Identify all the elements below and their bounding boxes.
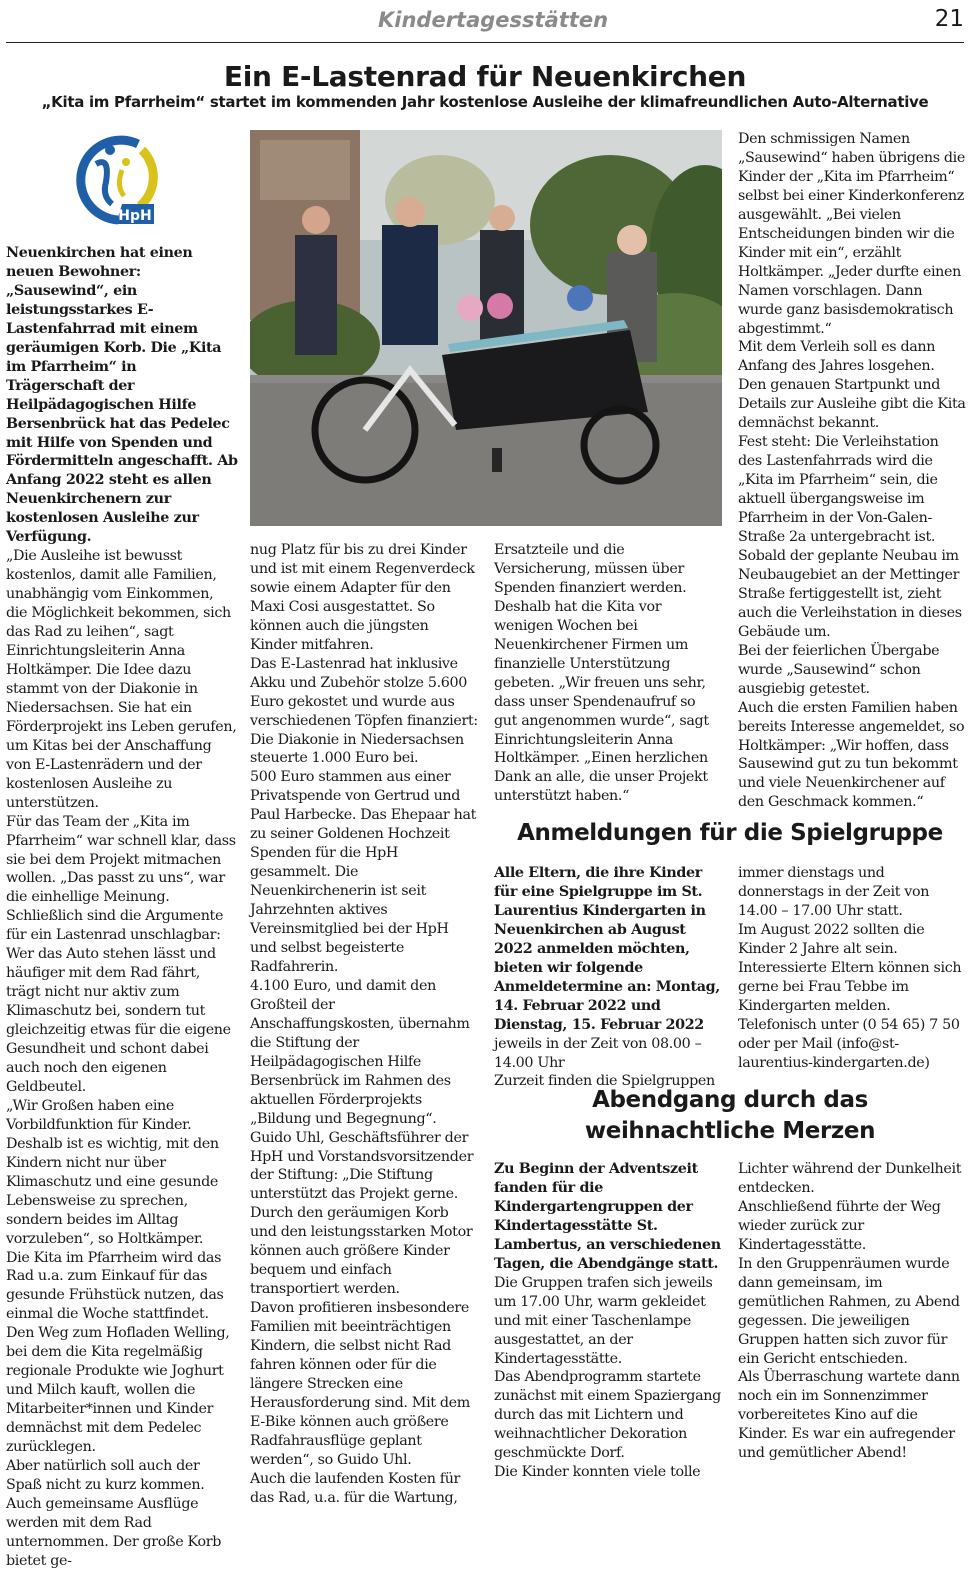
logo-text: HpH: [118, 208, 152, 224]
paragraph: 4.100 Euro, und damit den Großteil der Anschaffungskosten, übernahm die Stiftung der Heilpädagogischen Hilfe Bersenbrück im Rahmen des aktuellen Förderprojekts „Bildung und Begegnung“.: [250, 977, 470, 1127]
paragraph: Auch die ersten Familien haben bereits Interesse angemeldet, so Holtkämper: „Wir hoffen, dass Sausewind gut zu tun bekommt und viele Neuenkirchener auf den Geschmack kommen.“: [738, 699, 965, 811]
article-lead: Neuenkirchen hat einen neuen Bewohner: „Sausewind“, ein leistungsstarkes E-Lastenfahrrad mit einem geräumigen Korb. Die „Kita im Pfarrheim“ in Trägerschaft der Heilpädagogischen Hilfe Bersenbrück hat das Pedelec mit Hilfe von Spenden und Fördermitteln angeschafft. Ab Anfang 2022 steht es allen Neuenkirchenern zur kostenlosen Ausleihe zur Verfügung.: [6, 245, 238, 546]
paragraph: Telefonisch unter (0 54 65) 7 50 oder per Mail (info@st-laurentius-kindergarten.de): [738, 1016, 960, 1071]
paragraph: Bei der feierlichen Übergabe wurde „Sausewind“ schon ausgiebig getestet.: [738, 642, 940, 697]
article-column-3: [494, 541, 722, 806]
paragraph: Den schmissigen Namen „Sausewind“ haben übrigens die Kinder der „Kita im Pfarrheim“ selbst bei einer Kinderkonferenz ausgewählt. „Bei vielen Entscheidungen binden wir die Kinder mit ein“, erzählt Holtkämper. „Jeder durfte einen Namen vorschlagen. Dann wurde ganz basisdemokratisch abgestimmt.“: [738, 131, 966, 337]
abendgang-column-1: [494, 1160, 722, 1482]
paragraph: „Wir Großen haben eine Vorbildfunktion für Kinder. Deshalb ist es wichtig, mit den Kindern nicht nur über Klimaschutz und eine gesunde Lebensweise zu sprechen, sondern beides im Alltag vorzuleben“, so Holtkämper.: [6, 1097, 219, 1247]
hph-logo: [66, 134, 158, 228]
article-subtitle: „Kita im Pfarrheim“ startet im kommenden Jahr kostenlose Ausleihe der klimafreundlichen Auto-Alternative: [41, 93, 929, 111]
paragraph: 500 Euro stammen aus einer Privatspende von Gertrud und Paul Harbecke. Das Ehepaar hat zu seiner Goldenen Hochzeit Spenden für die HpH gesammelt. Die Neuenkirchenerin ist seit Jahrzehnten aktives Vereinsmitglied bei der HpH und selbst begeisterte Radfahrerin.: [250, 769, 477, 975]
paragraph: Mit dem Verleih soll es dann Anfang des Jahres losgehen. Den genauen Startpunkt und Details zur Ausleihe gibt die Kita demnächst bekannt.: [738, 339, 966, 432]
spielgruppe-column-2: [738, 864, 966, 1072]
paragraph: Die Diakonie in Niedersachsen steuerte 1.000 Euro bei.: [250, 731, 464, 767]
paragraph: jeweils in der Zeit von 08.00 – 14.00 Uhr: [494, 1035, 702, 1071]
spielgruppe-title: Anmeldungen für die Spielgruppe: [517, 820, 943, 846]
paragraph: Schließlich sind die Argumente für ein Lastenrad unschlagbar: Wer das Auto stehen lässt und häufiger mit dem Rad fährt, trägt nicht nur aktiv zum Klimaschutz bei, sondern tut gleichzeitig etwas für die eigene Gesundheit und schont dabei auch noch den eigenen Geldbeutel.: [6, 908, 231, 1095]
section-title: Kindertagesstätten: [378, 8, 609, 32]
paragraph: Die Kita im Pfarrheim wird das Rad u.a. zum Einkauf für das gesunde Frühstück nutzen, das einmal die Woche stattfindet. Den Weg zum Hofladen Welling, bei dem die Kita regelmäßig regionale Produkte wie Joghurt und Milch kauft, wollen die Mitarbeiter*innen und Kinder demnächst mit dem Pedelec zurücklegen.: [6, 1249, 230, 1456]
paragraph: Das Abendprogramm startete zunächst mit einem Spaziergang durch das mit Lichtern und weihnachtlicher Dekoration geschmückte Dorf.: [494, 1369, 721, 1462]
page-number: 21: [934, 6, 964, 32]
hph-logo-graphic: [66, 134, 158, 228]
article-column-2: [250, 541, 478, 1508]
paragraph: Ersatzteile und die Versicherung, müssen über Spenden finanziert werden.: [494, 542, 687, 596]
paragraph: nug Platz für bis zu drei Kinder und ist mit einem Regenverdeck sowie einem Adapter für den Maxi Cosi ausgestattet. So können auch die jüngsten Kinder mitfahren.: [250, 542, 475, 653]
article-title: Ein E-Lastenrad für Neuenkirchen: [223, 60, 747, 93]
page-header: [0, 0, 970, 44]
paragraph: In den Gruppenräumen wurde dann gemeinsam, im gemütlichen Rahmen, zu Abend gegessen. Die jeweiligen Gruppen hatten sich zuvor für ein Gericht entschieden.: [738, 1255, 960, 1367]
paragraph: Die Kinder konnten viele tolle: [494, 1464, 701, 1481]
abendgang-column-2: [738, 1160, 966, 1463]
paragraph: Davon profitieren insbesondere Familien mit beeinträchtigen Kindern, die selbst nicht Rad fahren können oder für die längere Strecken eine Herausforderung sind. Mit dem E-Bike können auch größere Radfahrausflüge geplant werden“, so Guido Uhl.: [250, 1300, 471, 1468]
paragraph: Deshalb hat die Kita vor wenigen Wochen bei Neuenkirchener Firmen um finanzielle Unterstützung gebeten. „Wir freuen uns sehr, dass unser Spendenaufruf so gut angenommen wurde“, sagt Einrichtungsleiterin Anna Holtkämper. „Einen herzlichen Dank an alle, die unser Projekt unterstützt haben.“: [494, 598, 709, 805]
paragraph: Aber natürlich soll auch der Spaß nicht zu kurz kommen. Auch gemeinsame Ausflüge werden mit dem Rad unternommen. Der große Korb bietet ge-: [6, 1458, 222, 1569]
paragraph: Lichter während der Dunkelheit entdecken.: [738, 1161, 962, 1196]
paragraph: immer dienstags und donnerstags in der Zeit von 14.00 – 17.00 Uhr statt.: [738, 865, 930, 919]
spielgruppe-lead: Alle Eltern, die ihre Kinder für eine Spielgruppe im St. Laurentius Kindergarten in Neuenkirchen ab August 2022 anmelden möchten, bieten wir folgende Anmeldetermine an: Montag, 14. Februar 2022 und Dienstag, 15. Februar 2022: [494, 865, 720, 1033]
abendgang-title: Abendgang durch das weihnachtliche Merzen: [584, 1087, 876, 1144]
paragraph: Als Überraschung wartete dann noch ein im Sonnenzimmer vorbereitetes Kino auf die Kinder. Es war ein aufregender und gemütlicher Abend!: [738, 1369, 960, 1462]
paragraph: Fest steht: Die Verleihstation des Lastenfahrrads wird die „Kita im Pfarrheim“ sein, die aktuell übergangsweise im Pfarrheim in der Von-Galen-Straße 2a untergebracht ist.: [738, 434, 939, 546]
paragraph: Die Gruppen trafen sich jeweils um 17.00 Uhr, warm gekleidet und mit einer Taschenlampe ausgestattet, an der Kindertagesstätte.: [494, 1274, 713, 1367]
article-column-4: [738, 130, 966, 812]
article-column-1: [6, 244, 238, 1571]
paragraph: Für das Team der „Kita im Pfarrheim“ war schnell klar, dass sie bei dem Projekt mitmachen wollen. „Das passt zu uns“, war die einhellige Meinung.: [6, 813, 236, 906]
spielgruppe-column-1: [494, 864, 722, 1091]
paragraph: Zurzeit finden die Spielgruppen: [494, 1073, 715, 1090]
paragraph: Auch die laufenden Kosten für das Rad, u.a. für die Wartung,: [250, 1470, 461, 1506]
header-rule: [6, 42, 964, 43]
paragraph: Das E-Lastenrad hat inklusive Akku und Zubehör stolze 5.600 Euro gekostet und wurde aus verschiedenen Töpfen finanziert:: [250, 655, 478, 729]
paragraph: Im August 2022 sollten die Kinder 2 Jahre alt sein.: [738, 921, 925, 957]
paragraph: „Die Ausleihe ist bewusst kostenlos, damit alle Familien, unabhängig vom Einkommen, die Möglichkeit bekommen, sich das Rad zu leihen“, sagt Einrichtungsleiterin Anna Holtkämper. Die Idee dazu stammt von der Diakonie in Niedersachsen. Sie hat ein Förderprojekt ins Leben gerufen, um Kitas bei der Anschaffung von E-Lastenrädern und der kostenlosen Ausleihe zu unterstützen.: [6, 548, 237, 811]
paragraph: Guido Uhl, Geschäftsführer der HpH und Vorstandsvorsitzender der Stiftung: „Die Stiftung unterstützt das Projekt gerne. Durch den geräumigen Korb und den leistungsstarken Motor können auch größere Kinder bequem und einfach transportiert werden.: [250, 1129, 474, 1298]
abendgang-lead: Zu Beginn der Adventszeit fanden für die Kindergartengruppen der Kindertagesstätte St. Lambertus, an verschiedenen Tagen, die Abendgänge statt.: [494, 1161, 721, 1272]
article-photo: [250, 130, 722, 526]
paragraph: Sobald der geplante Neubau im Neubaugebiet an der Mettinger Straße fertiggestellt ist, zieht auch die Verleihstation in dieses Gebäude um.: [738, 547, 962, 640]
paragraph: Interessierte Eltern können sich gerne bei Frau Tebbe im Kindergarten melden.: [738, 959, 962, 1014]
paragraph: Anschließend führte der Weg wieder zurück zur Kindertagesstätte.: [738, 1198, 941, 1253]
